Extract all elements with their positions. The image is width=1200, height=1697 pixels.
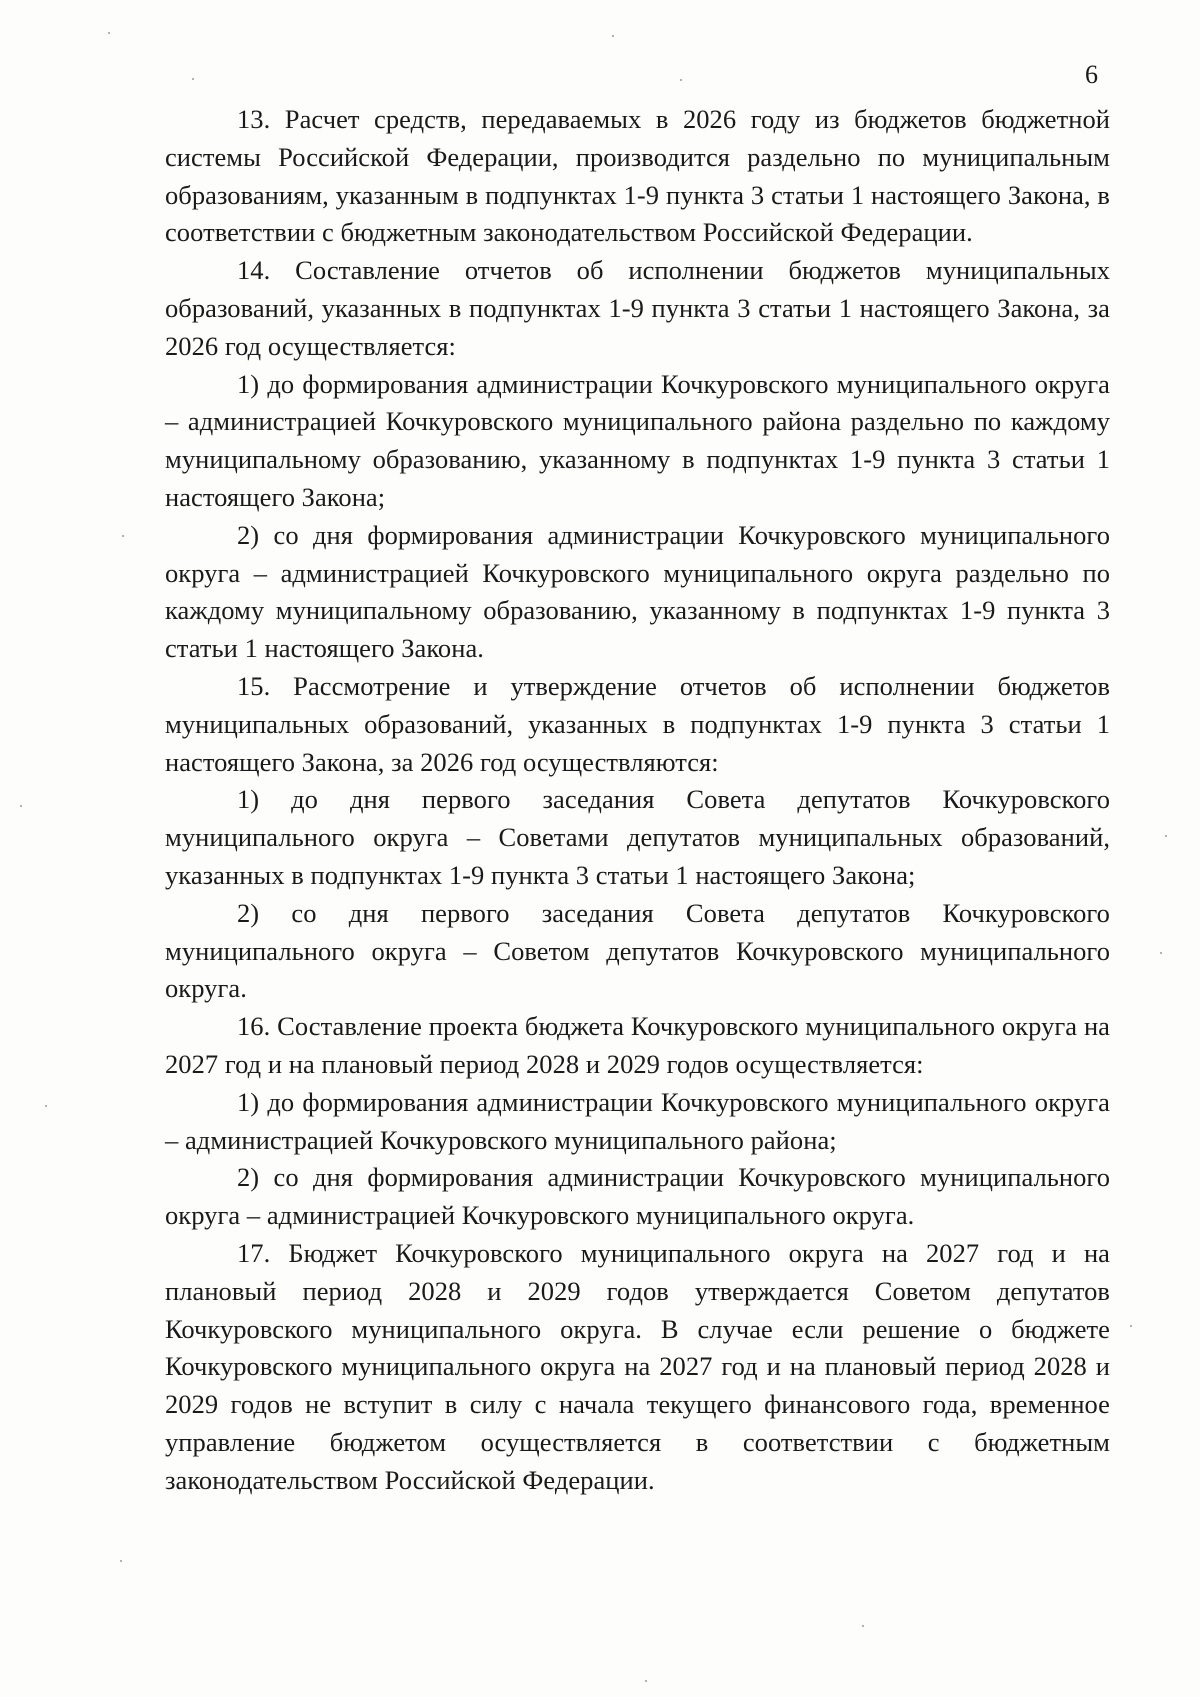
- document-body: [165, 101, 1110, 1499]
- scan-speck: [1160, 952, 1162, 954]
- scan-speck: [20, 805, 22, 807]
- scan-speck: [1130, 1325, 1132, 1327]
- paragraph-15-item-2: 2) со дня первого заседания Совета депутатов Кочкуровского муниципального округа – Советом депутатов Кочкуровского муниципального округа.: [165, 897, 1110, 1004]
- scan-speck: [45, 1105, 47, 1107]
- paragraph-14-item-1: 1) до формирования администрации Кочкуровского муниципального округа – администрацией Кочкуровского муниципального района раздельно по каждому муниципальному образованию, указанному в подпунктах 1-9 пункта 3 статьи 1 настоящего Закона;: [165, 368, 1110, 512]
- paragraph-15-item-1: 1) до дня первого заседания Совета депутатов Кочкуровского муниципального округа – Советами депутатов муниципальных образований, указанных в подпунктах 1-9 пункта 3 статьи 1 настоящего Закона;: [165, 784, 1110, 890]
- paragraph-16-item-2: 2) со дня формирования администрации Кочкуровского муниципального округа – администрацией Кочкуровского муниципального округа.: [165, 1162, 1110, 1231]
- scan-speck: [192, 78, 194, 80]
- paragraph-16: 16. Составление проекта бюджета Кочкуровского муниципального округа на 2027 год и на плановый период 2028 и 2029 годов осуществляется:: [165, 1011, 1110, 1079]
- paragraph-16-item-1: 1) до формирования администрации Кочкуровского муниципального округа – администрацией Кочкуровского муниципального района;: [165, 1086, 1110, 1155]
- scan-speck: [612, 35, 614, 37]
- scan-speck: [680, 79, 682, 81]
- paragraph-17: 17. Бюджет Кочкуровского муниципального округа на 2027 год и на плановый период 2028 и 2029 годов утверждается Советом депутатов Кочкуровского муниципального округа. В случае если решение о бюджете Кочкуровского муниципального округа на 2027 год и на плановый период 2028 и 2029 годов не вступит в силу с начала текущего финансового года, временное управление бюджетом осуществляется в соответствии с бюджетным законодательством Российской Федерации.: [165, 1237, 1110, 1495]
- scan-speck: [120, 1560, 122, 1562]
- paragraph-14-item-2: 2) со дня формирования администрации Кочкуровского муниципального округа – администрацией Кочкуровского муниципального округа раздельно по каждому муниципальному образованию, указанному в подпунктах 1-9 пункта 3 статьи 1 настоящего Закона.: [165, 519, 1110, 664]
- scan-speck: [122, 535, 124, 537]
- paragraph-15: 15. Рассмотрение и утверждение отчетов об исполнении бюджетов муниципальных образований, указанных в подпунктах 1-9 пункта 3 статьи 1 настоящего Закона, за 2026 год осуществляются:: [165, 670, 1110, 777]
- scan-speck: [645, 1680, 647, 1682]
- paragraph-13: 13. Расчет средств, передаваемых в 2026 году из бюджетов бюджетной системы Российской Федерации, производится раздельно по муниципальным образованиям, указанным в подпунктах 1-9 пункта 3 статьи 1 настоящего Закона, в соответствии с бюджетным законодательством Российской Федерации.: [165, 104, 1110, 248]
- scan-speck: [108, 32, 110, 34]
- page-number: 6: [1085, 60, 1098, 89]
- paragraph-14: 14. Составление отчетов об исполнении бюджетов муниципальных образований, указанных в подпунктах 1-9 пункта 3 статьи 1 настоящего Закона, за 2026 год осуществляется:: [165, 255, 1110, 361]
- scan-speck: [862, 1625, 864, 1627]
- scan-speck: [1165, 835, 1167, 837]
